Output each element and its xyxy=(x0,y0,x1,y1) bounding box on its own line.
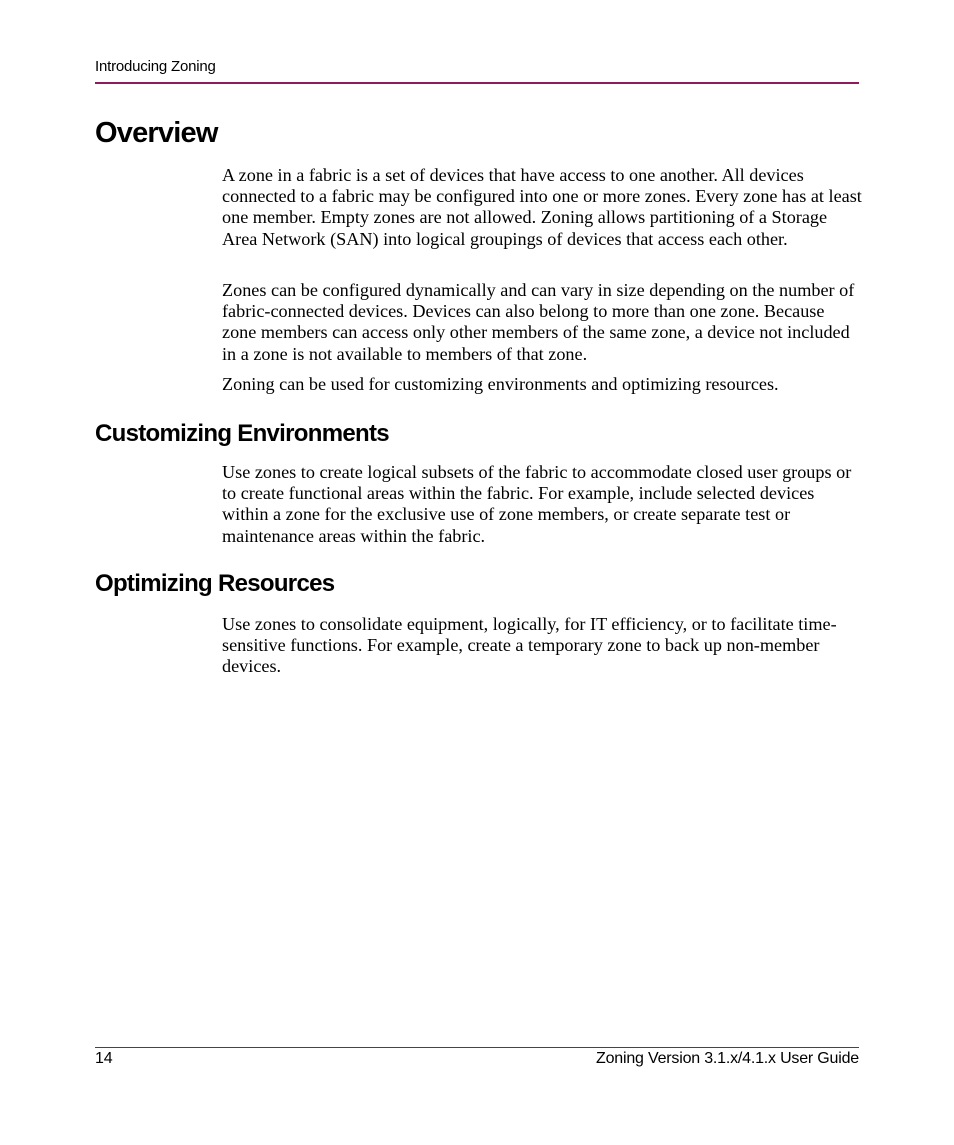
page-number: 14 xyxy=(95,1050,113,1067)
customizing-paragraph: Use zones to create logical subsets of the fabric to accommodate closed user groups or to create functional areas within the fabric. For example, include selected devices within a zone for the exclusive use of zone members, or create separate test or maintenance areas within the fabric. xyxy=(222,462,852,546)
running-header: Introducing Zoning xyxy=(95,58,216,75)
footer-rule xyxy=(95,1047,859,1048)
section-heading-optimizing-resources: Optimizing Resources xyxy=(95,570,335,597)
section-heading-customizing-environments: Customizing Environments xyxy=(95,420,389,447)
header-rule xyxy=(95,82,859,84)
overview-paragraph: Zoning can be used for customizing environments and optimizing resources. xyxy=(222,374,779,394)
footer-document-title: Zoning Version 3.1.x/4.1.x User Guide xyxy=(596,1050,859,1067)
overview-paragraph: Zones can be configured dynamically and can vary in size depending on the number of fabric-connected devices. Devices can also belong to more than one zone. Because zone members can access only other members of the same zone, a device not included in a zone is not available to members of that zone. xyxy=(222,280,855,364)
section-heading-overview: Overview xyxy=(95,117,218,149)
optimizing-paragraph: Use zones to consolidate equipment, logically, for IT efficiency, or to facilitate time-sensitive functions. For example, create a temporary zone to back up non-member devices. xyxy=(222,614,837,677)
overview-paragraph: A zone in a fabric is a set of devices that have access to one another. All devices connected to a fabric may be configured into one or more zones. Every zone has at least one member. Empty zones are not allowed. Zoning allows partitioning of a Storage Area Network (SAN) into logical groupings of devices that access each other. xyxy=(222,165,862,249)
